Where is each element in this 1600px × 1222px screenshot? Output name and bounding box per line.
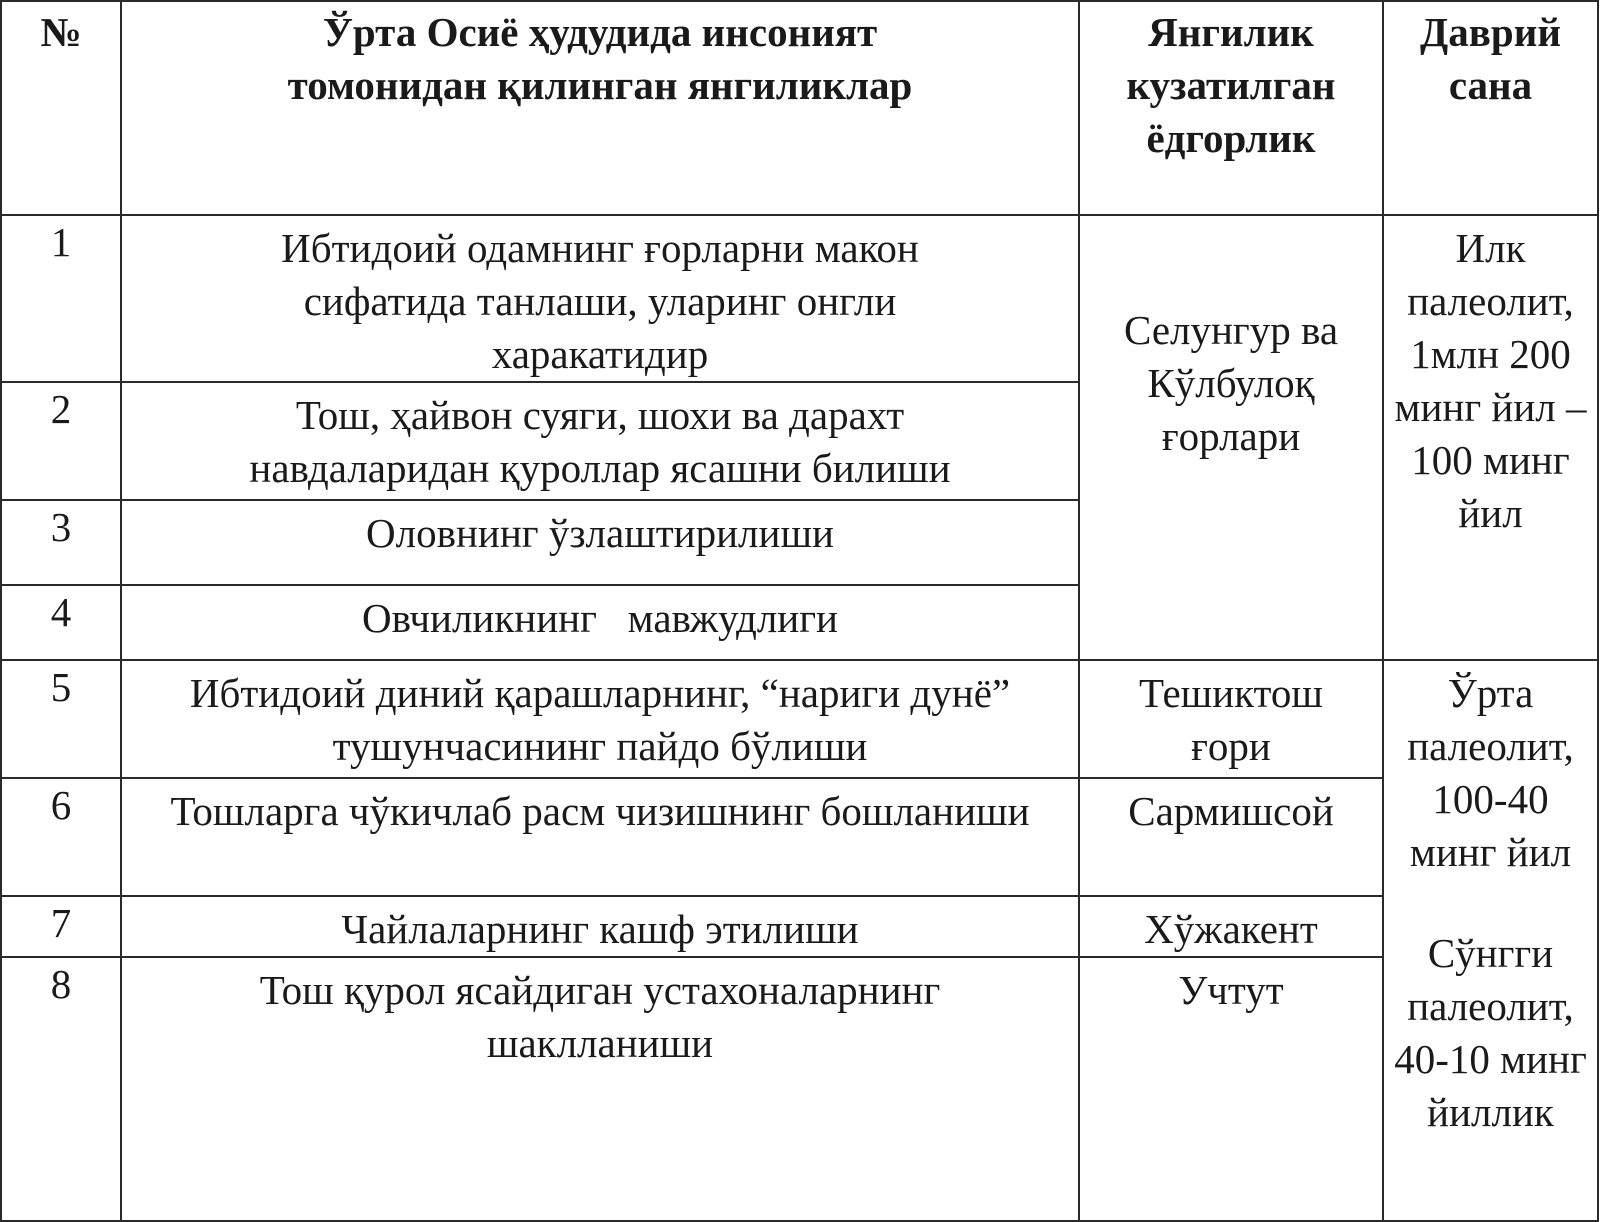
row-num: 7 [1, 896, 121, 957]
row-num: 6 [1, 778, 121, 896]
table-row [1, 896, 1598, 957]
table-row [1, 957, 1598, 1221]
row-innovation: Тош, ҳайвон суяги, шохи ва дарахт навдаларидан қуроллар ясашни билиши [121, 382, 1079, 500]
row-num: 8 [1, 957, 121, 1221]
row-innovation: Тош қурол ясайдиган устахоналарнинг шаклланиши [121, 957, 1079, 1221]
site-cell: Хўжакент [1079, 896, 1383, 957]
row-num: 3 [1, 500, 121, 585]
site-cell: Сармишсой [1079, 778, 1383, 896]
row-innovation: Чайлаларнинг кашф этилиши [121, 896, 1079, 957]
header-row [1, 1, 1598, 215]
table-row [1, 215, 1598, 382]
period-cell: Илк палеолит, 1млн 200 минг йил – 100 минг йил [1383, 215, 1598, 660]
site-cell: Тешиктош ғори [1079, 660, 1383, 778]
header-period: Даврий сана [1383, 1, 1598, 215]
row-innovation: Тошларга чўкичлаб расм чизишнинг бошланиши [121, 778, 1079, 896]
row-innovation: Овчиликнинг мавжудлиги [121, 585, 1079, 660]
row-innovation: Оловнинг ўзлаштирилиши [121, 500, 1079, 585]
header-num: № [1, 1, 121, 215]
table-row [1, 778, 1598, 896]
row-num: 4 [1, 585, 121, 660]
row-num: 2 [1, 382, 121, 500]
site-cell: Селунгур ва Кўлбулоқ ғорлари [1079, 215, 1383, 660]
period-cell-middle-late [1383, 660, 1598, 1221]
row-num: 5 [1, 660, 121, 778]
row-innovation: Ибтидоий одамнинг ғорларни макон сифатида танлаши, уларинг онгли харакатидир [121, 215, 1079, 382]
site-cell: Учтут [1079, 957, 1383, 1221]
row-num: 1 [1, 215, 121, 382]
header-site: Янгилик кузатилган ёдгорлик [1079, 1, 1383, 215]
header-innovation: Ўрта Осиё ҳудудида инсоният томонидан қилинган янгиликлар [121, 1, 1079, 215]
period-late: Сўнгги палеолит, 40-10 минг йиллик [1394, 930, 1587, 1135]
period-middle: Ўрта палеолит, 100-40 минг йил [1407, 670, 1574, 875]
row-innovation: Ибтидоий диний қарашларнинг, “нариги дунё” тушунчасининг пайдо бўлиши [121, 660, 1079, 778]
table-row [1, 660, 1598, 778]
